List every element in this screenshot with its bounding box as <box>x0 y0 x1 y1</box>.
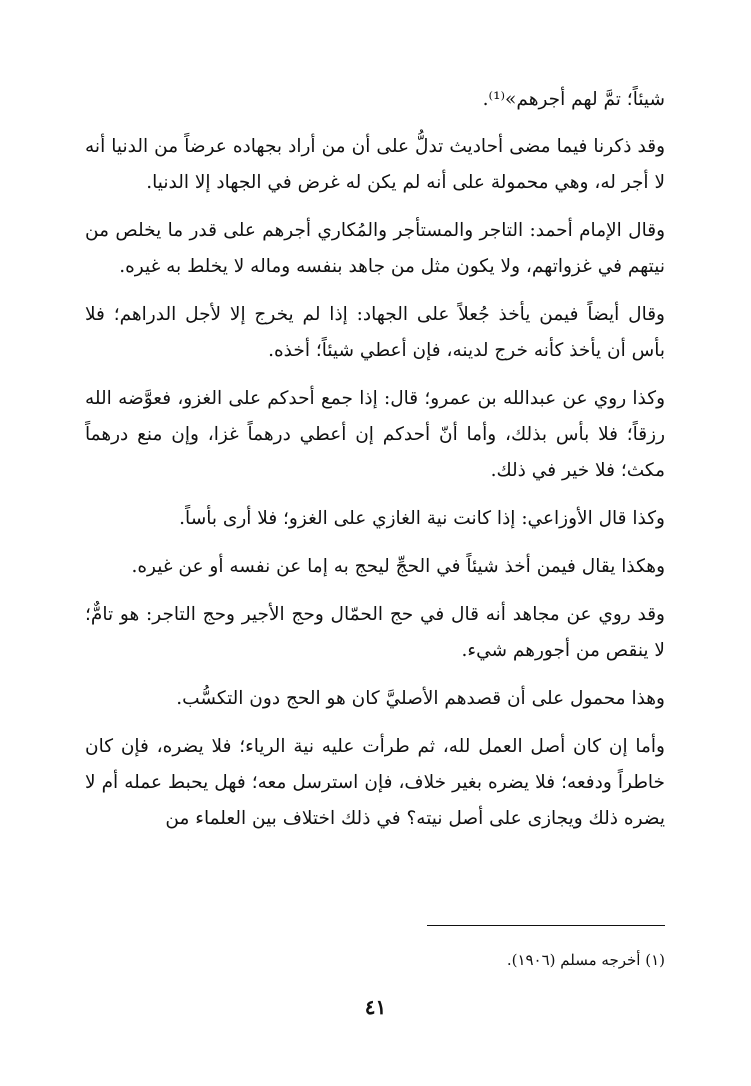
paragraph: وقال أيضاً فيمن يأخذ جُعلاً على الجهاد: إذا لم يخرج إلا لأجل الدراهم؛ فلا بأس أن يأخذ كأنه خرج لدينه، فإن أعطي شيئاً؛ أخذه. <box>85 304 665 361</box>
paragraph: وقد ذكرنا فيما مضى أحاديث تدلُّ على أن من أراد بجهاده عرضاً من الدنيا أنه لا أجر له، وهي محمولة على أنه لم يكن له غرض في الجهاد إلا الدنيا. <box>85 136 665 193</box>
footnote: (١) أخرجه مسلم (١٩٠٦). <box>506 951 665 969</box>
paragraph: وكذا قال الأوزاعي: إذا كانت نية الغازي على الغزو؛ فلا أرى بأساً. <box>179 508 665 529</box>
paragraph: شيئاً؛ تمَّ لهم أجرهم»⁽¹⁾. <box>482 89 665 110</box>
paragraph: وقد روي عن مجاهد أنه قال في حج الحمّال وحج الأجير وحج التاجر: هو تامٌّ؛ لا ينقص من أجورهم شيء. <box>85 604 665 661</box>
footnote-divider <box>427 925 665 926</box>
paragraph: وقال الإمام أحمد: التاجر والمستأجر والمُكاري أجرهم على قدر ما يخلص من نيتهم في غزواتهم، ولا يكون مثل من جاهد بنفسه وماله لا يخلط به غيره. <box>85 220 665 277</box>
paragraph: وهذا محمول على أن قصدهم الأصليَّ كان هو الحج دون التكسُّب. <box>176 688 665 709</box>
page-number: ٤١ <box>364 995 387 1019</box>
body-text <box>85 82 665 849</box>
paragraph: وهكذا يقال فيمن أخذ شيئاً في الحجِّ ليحج به إما عن نفسه أو عن غيره. <box>131 556 665 577</box>
paragraph: وأما إن كان أصل العمل لله، ثم طرأت عليه نية الرياء؛ فلا يضره، فإن كان خاطراً ودفعه؛ فلا يضره بغير خلاف، فإن استرسل معه؛ فهل يحبط عمله أم لا يضره ذلك ويجازى على أصل نيته؟ في ذلك اختلاف بين العلماء من <box>85 736 665 829</box>
paragraph: وكذا روي عن عبدالله بن عمرو؛ قال: إذا جمع أحدكم على الغزو، فعوَّضه الله رزقاً؛ فلا بأس بذلك، وأما أنّ أحدكم إن أعطي درهماً غزا، وإن منع درهماً مكث؛ فلا خير في ذلك. <box>85 388 665 481</box>
